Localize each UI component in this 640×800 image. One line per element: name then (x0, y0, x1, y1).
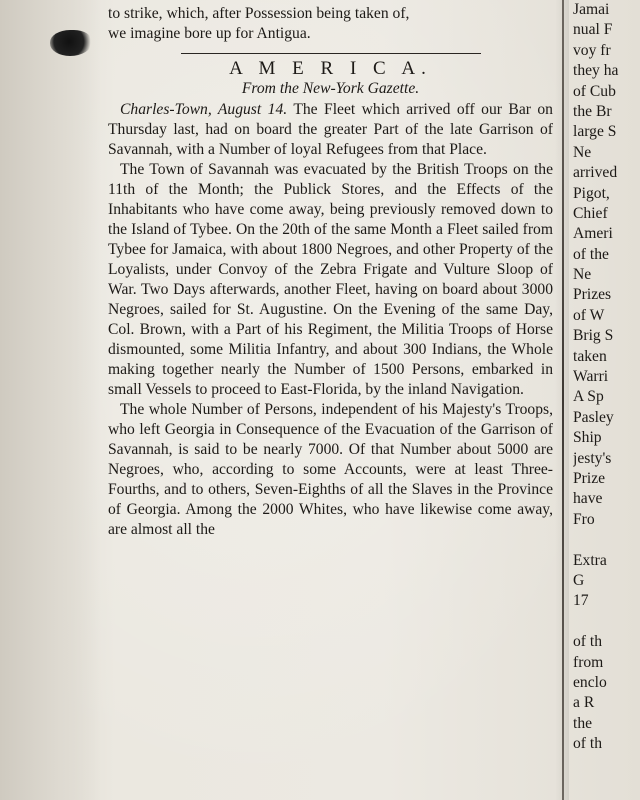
right-column-line: G (573, 571, 585, 589)
right-column-line: Chief (573, 204, 608, 222)
article-paragraph: The whole Number of Persons, independent of his Majesty's Troops, who left Georgia in Consequence of the Evacuation of the Garrison of Savannah, is said to be nearly 7000. Of that Number about 5000 are Negroes, who, according to some Accounts, were at least Three-Fourths, and to others, Seven-Eighths of all the Slaves in the Province of Georgia. Among the 2000 Whites, who have likewise come away, are almost all the (108, 401, 553, 538)
column-divider (562, 0, 564, 800)
right-column-line: Ne (573, 266, 592, 284)
right-column-line: of W (573, 306, 605, 324)
right-column-line: the Br (573, 102, 612, 120)
right-column-line: A Sp (573, 388, 604, 406)
right-column-line: Pigot, (573, 184, 610, 202)
right-column (573, 0, 640, 800)
right-column-line: voy fr (573, 41, 611, 59)
section-rule (181, 53, 481, 54)
right-column-line: taken (573, 347, 607, 365)
right-column-line (573, 530, 640, 550)
right-column-line: Fro (573, 510, 595, 528)
right-column-line: of the (573, 245, 609, 263)
right-column-line: nual F (573, 21, 613, 39)
right-column-line: they ha (573, 62, 619, 80)
right-column-line: enclo (573, 673, 607, 691)
dateline: Charles-Town, August 14. (120, 101, 288, 118)
article-paragraph: The Town of Savannah was evacuated by the British Troops on the 11th of the Month; the Publick Stores, and the Effects of the Inhabitants who have come away, being previously removed down to the Island of Tybee. On the 20th of the same Month a Fleet sailed from Tybee for Jamaica, with about 1800 Negroes, and other Property of the Loyalists, under Convoy of the Zebra Frigate and Vulture Sloop of War. Two Days afterwards, another Fleet, having on board about 3000 Negroes, sailed for St. Augustine. On the Evening of the same Day, Col. Brown, with a Part of his Regiment, the Militia Troops of Horse dismounted, some Militia Infantry, and about 300 Indians, the Whole making together nearly the Number of 1500 Persons, embarked in small Vessels to proceed to East-Florida, by the inland Navigation. (108, 161, 553, 398)
right-column-line: have (573, 490, 603, 508)
right-column-line: the (573, 714, 593, 732)
right-column-line: from (573, 653, 604, 671)
article-paragraph (108, 100, 553, 160)
right-column-line: Jamai (573, 1, 610, 18)
page-margin (0, 0, 100, 800)
main-column (108, 0, 553, 800)
right-column-line: Ship (573, 429, 602, 447)
right-column-line: 17 (573, 592, 589, 610)
paragraph-text: The Fleet which arrived off our Bar on Thursday last, had on board the greater Part of the late Garrison of Savannah, with a Number of loyal Refugees from that Place. (108, 101, 553, 158)
right-column-line: Ameri (573, 225, 613, 243)
right-column-line: jesty's (573, 449, 612, 467)
right-column-line: large S (573, 123, 617, 141)
right-column-line: Prize (573, 469, 606, 487)
right-column-line: Prizes (573, 286, 612, 304)
section-title: A M E R I C A. (229, 58, 432, 79)
right-column-line: Extra (573, 551, 607, 569)
right-column-line: of th (573, 633, 603, 651)
right-column-line: of th (573, 735, 603, 753)
right-column-line: Ne (573, 143, 592, 161)
right-column-line: Brig S (573, 327, 614, 345)
previous-article-tail (108, 0, 553, 44)
right-column-line: arrived (573, 164, 618, 182)
right-column-line: of Cub (573, 82, 616, 100)
right-column-line: Warri (573, 368, 609, 386)
text-line: to strike, which, after Possession being taken of, (108, 5, 410, 22)
source-line: From the New-York Gazette. (241, 80, 420, 97)
right-column-line: a R (573, 694, 595, 712)
text-line: we imagine bore up for Antigua. (108, 25, 311, 42)
right-column-line: Pasley (573, 408, 614, 426)
right-column-line (573, 612, 640, 632)
